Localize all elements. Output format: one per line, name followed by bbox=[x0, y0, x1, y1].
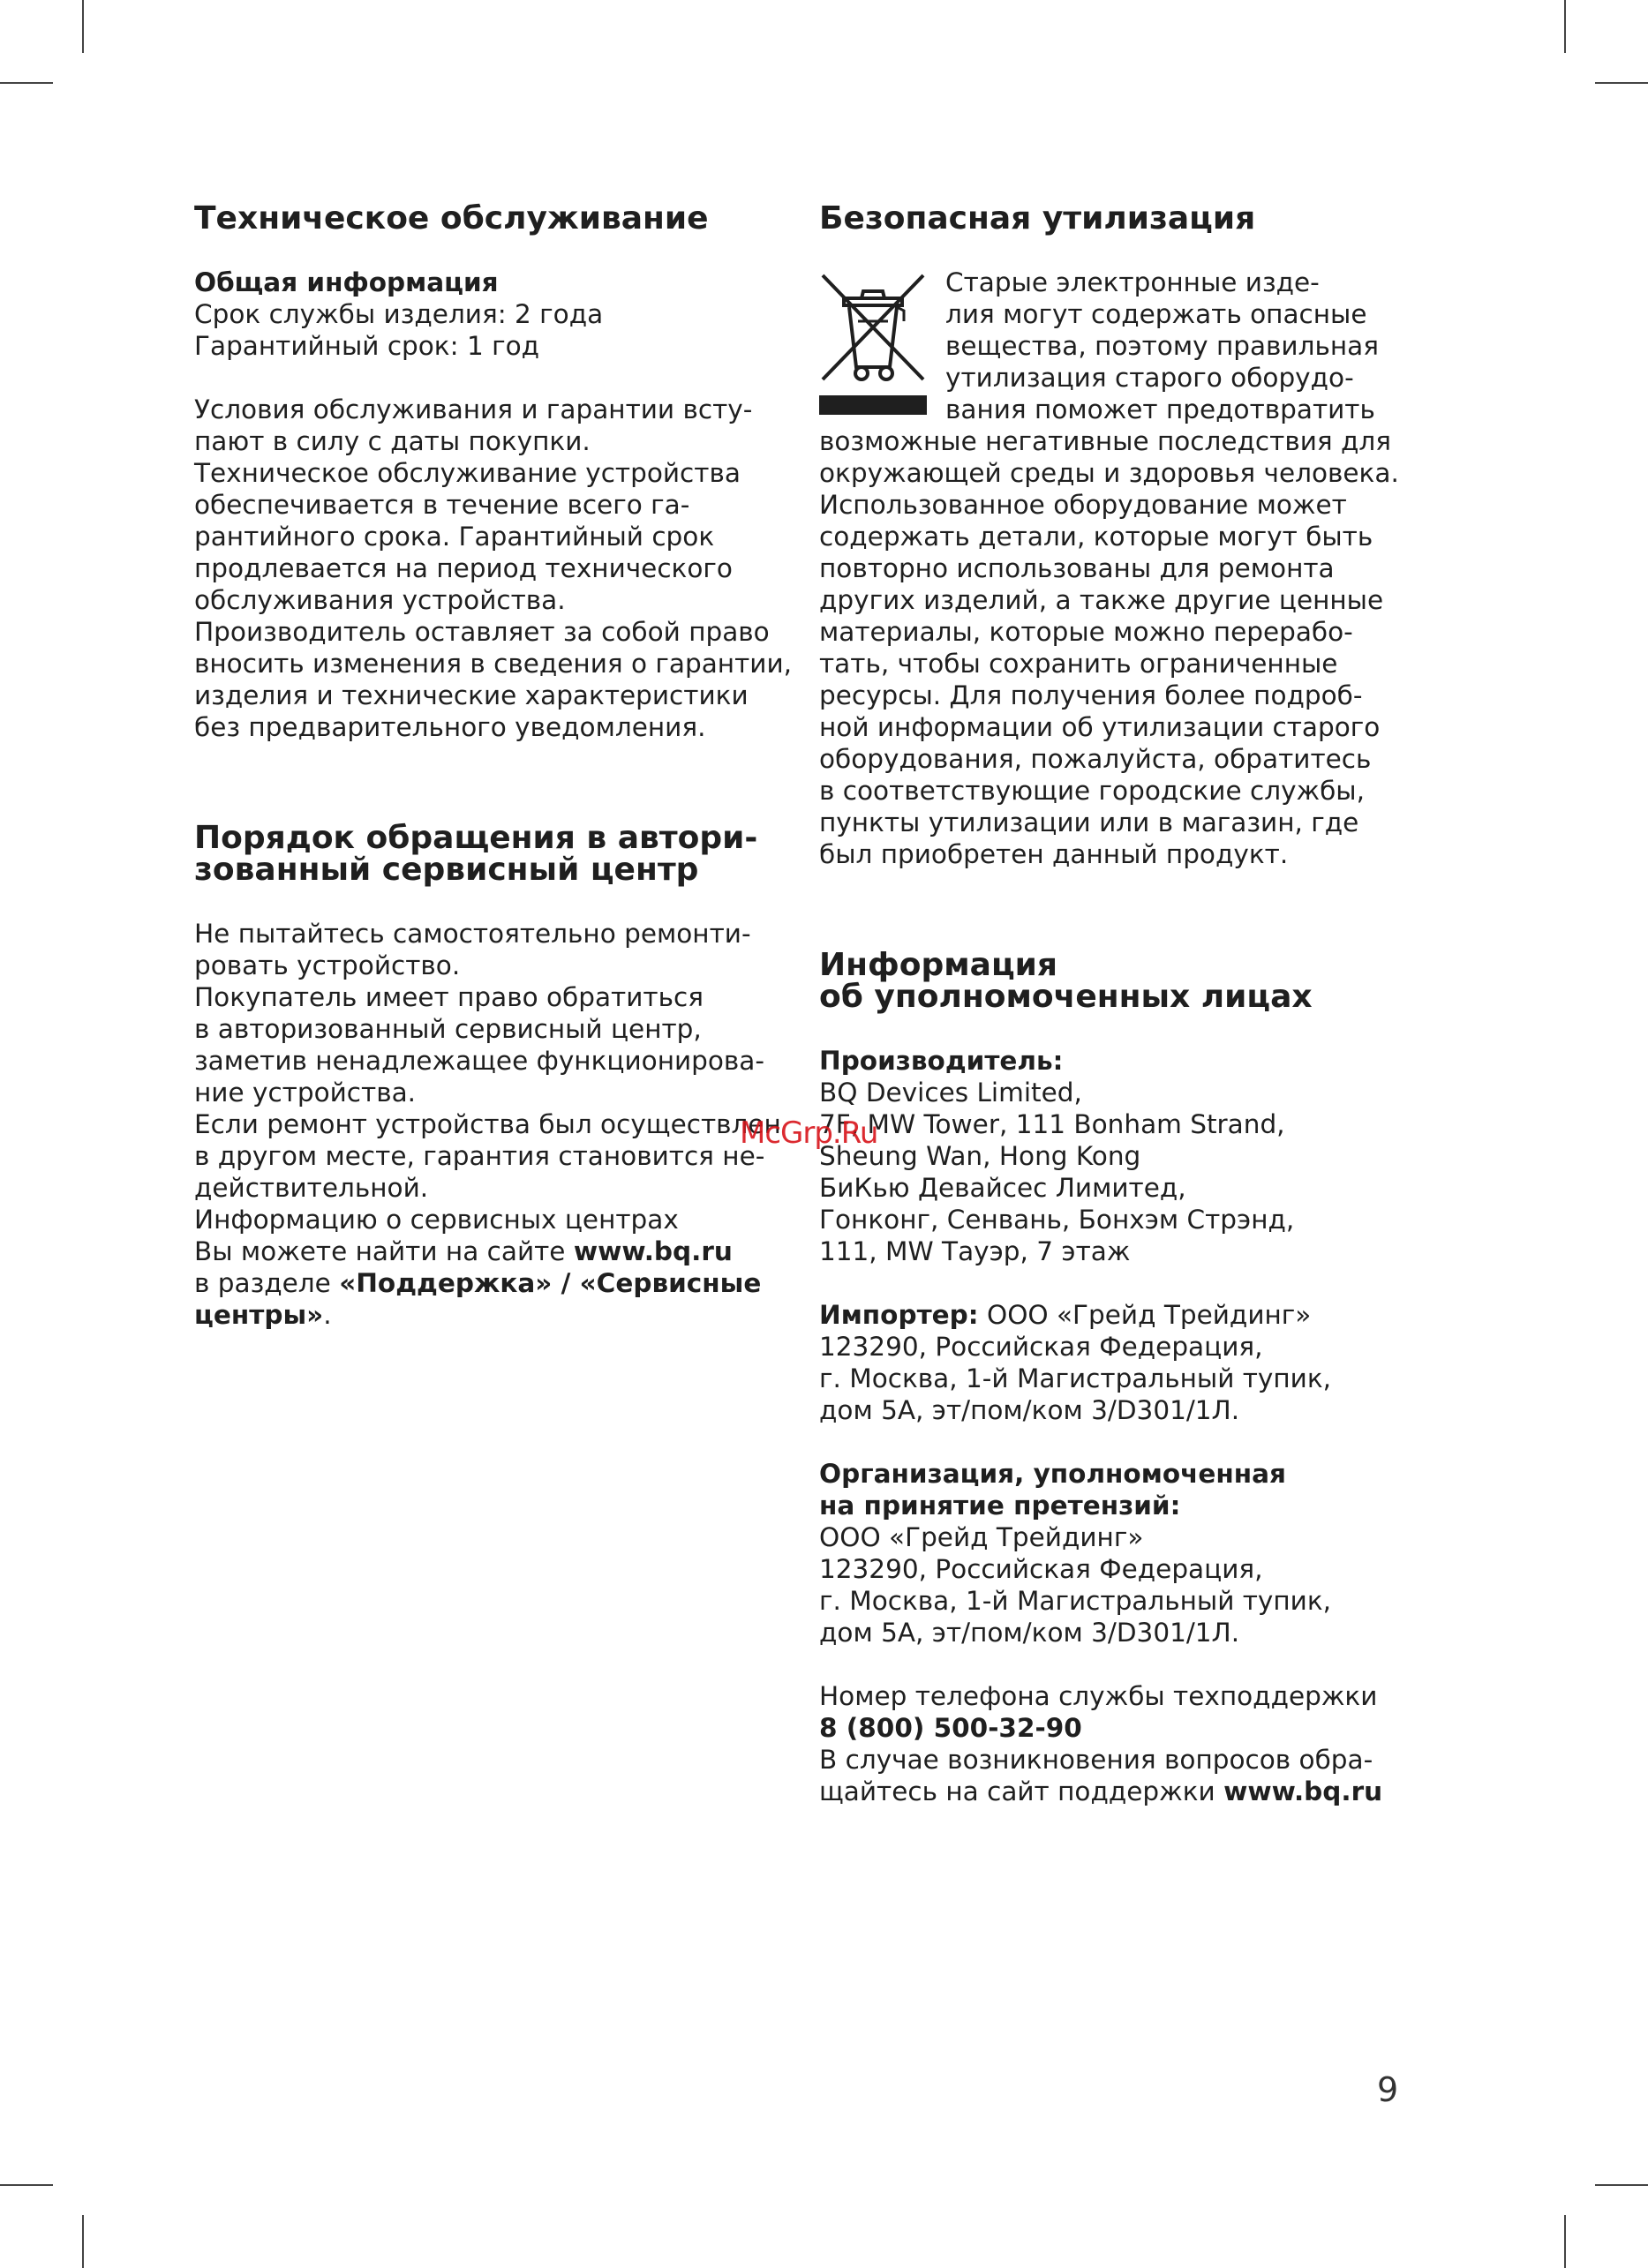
text-line: 123290, Российская Федерация, bbox=[819, 1554, 1263, 1584]
text-line: Информацию о сервисных центрах bbox=[194, 1205, 679, 1235]
manufacturer-address bbox=[819, 1077, 1437, 1267]
maintenance-title: Техническое обслуживание bbox=[194, 200, 709, 237]
text-line: ние устройства. bbox=[194, 1078, 417, 1108]
text-line: дом 5А, эт/пом/ком 3/D301/1Л. bbox=[819, 1618, 1240, 1648]
section-line bbox=[194, 1267, 803, 1299]
text-line: 111, MW Тауэр, 7 этаж bbox=[819, 1236, 1131, 1266]
text-line: дом 5А, эт/пом/ком 3/D301/1Л. bbox=[819, 1395, 1240, 1425]
crop-mark bbox=[0, 82, 53, 84]
crop-mark bbox=[1595, 2184, 1648, 2186]
text-line: вносить изменения в сведения о гарантии, bbox=[194, 649, 792, 679]
text-line: ресурсы. Для получения более подроб- bbox=[819, 680, 1363, 710]
org-label: на принятие претензий: bbox=[819, 1491, 1181, 1521]
text-line: Производитель оставляет за собой право bbox=[194, 617, 770, 647]
text-line: Sheung Wan, Hong Kong bbox=[819, 1141, 1141, 1171]
text-line: ровать устройство. bbox=[194, 950, 461, 980]
support-site-link[interactable]: www.bq.ru bbox=[1223, 1776, 1383, 1806]
text-line: ной информации об утилизации старого bbox=[819, 712, 1381, 742]
warranty-period: Гарантийный срок: 1 год bbox=[194, 331, 540, 361]
section-name: «Поддержка» / «Сервисные bbox=[339, 1268, 762, 1298]
text-line: утилизация старого оборудо- bbox=[945, 363, 1354, 393]
site-line bbox=[194, 1235, 803, 1267]
text-line: вания поможет предотвратить bbox=[945, 394, 1375, 424]
support-text: В случае возникновения вопросов обра- bbox=[819, 1745, 1373, 1775]
title-line: Информация bbox=[819, 947, 1057, 983]
text-line: Гонконг, Сенвань, Бонхэм Стрэнд, bbox=[819, 1205, 1295, 1235]
text-line: обслуживания устройства. bbox=[194, 585, 566, 615]
text-line: Использованное оборудование может bbox=[819, 490, 1347, 520]
title-line: об уполномоченных лицах bbox=[819, 979, 1313, 1015]
text-line: изделия и технические характеристики bbox=[194, 680, 749, 710]
service-life: Срок службы изделия: 2 года bbox=[194, 299, 604, 329]
support-label: Номер телефона службы техподдержки bbox=[819, 1681, 1378, 1711]
page-number: 9 bbox=[1377, 2070, 1399, 2109]
text-line: БиКью Девайсес Лимитед, bbox=[819, 1173, 1186, 1203]
text-line: продлевается на период технического bbox=[194, 553, 733, 583]
right-column bbox=[819, 200, 1437, 1807]
left-column bbox=[194, 200, 803, 1331]
text-line: 7F, MW Tower, 111 Bonham Strand, bbox=[819, 1109, 1285, 1139]
section-line-end bbox=[194, 1299, 803, 1331]
disposal-title: Безопасная утилизация bbox=[819, 200, 1256, 237]
text-line: возможные негативные последствия для bbox=[819, 426, 1392, 456]
section-name: центры» bbox=[194, 1300, 324, 1330]
text-line: г. Москва, 1-й Магистральный тупик, bbox=[819, 1586, 1332, 1616]
text-line: Если ремонт устройства был осуществлен bbox=[194, 1109, 781, 1139]
service-body bbox=[194, 918, 803, 1331]
importer-line bbox=[819, 1299, 1437, 1331]
text-line: окружающей среды и здоровья человека. bbox=[819, 458, 1399, 488]
text-line: без предварительного уведомления. bbox=[194, 712, 706, 742]
site-link[interactable]: www.bq.ru bbox=[573, 1236, 733, 1266]
crop-mark bbox=[82, 0, 84, 53]
text-line: в авторизованный сервисный центр, bbox=[194, 1014, 702, 1044]
title-line: зованный сервисный центр bbox=[194, 852, 699, 888]
org-address bbox=[819, 1521, 1437, 1648]
text-segment: щайтесь на сайт поддержки bbox=[819, 1776, 1224, 1806]
text-line: рантийного срока. Гарантийный срок bbox=[194, 522, 715, 552]
text-line: обеспечивается в течение всего га- bbox=[194, 490, 690, 520]
text-line: Покупатель имеет право обратиться bbox=[194, 982, 704, 1012]
manufacturer-label: Производитель: bbox=[819, 1046, 1064, 1076]
weee-crossed-bin-icon bbox=[819, 272, 927, 415]
text-line: Не пытайтесь самостоятельно ремонти- bbox=[194, 919, 751, 949]
maintenance-body bbox=[194, 394, 803, 743]
crop-mark bbox=[82, 2215, 84, 2268]
support-phone[interactable]: 8 (800) 500-32-90 bbox=[819, 1713, 1082, 1743]
importer-label: Импортер: bbox=[819, 1300, 979, 1330]
text-line: других изделий, а также другие ценные bbox=[819, 585, 1384, 615]
disposal-body bbox=[819, 425, 1437, 870]
text-line: Старые электронные изде- bbox=[945, 267, 1320, 297]
text-line: пункты утилизации или в магазин, где bbox=[819, 807, 1359, 837]
crop-mark bbox=[0, 2184, 53, 2186]
text-line: Условия обслуживания и гарантии всту- bbox=[194, 394, 753, 424]
text-line: был приобретен данный продукт. bbox=[819, 839, 1289, 869]
title-line: Порядок обращения в автори- bbox=[194, 820, 758, 856]
text-line: повторно использованы для ремонта bbox=[819, 553, 1335, 583]
text-segment: Вы можете найти на сайте bbox=[194, 1236, 574, 1266]
text-line: г. Москва, 1-й Магистральный тупик, bbox=[819, 1363, 1332, 1393]
text-line: BQ Devices Limited, bbox=[819, 1078, 1082, 1108]
text-line: материалы, которые можно перерабо- bbox=[819, 617, 1353, 647]
text-segment: . bbox=[323, 1300, 332, 1330]
text-line: в другом месте, гарантия становится не- bbox=[194, 1141, 765, 1171]
text-line: заметив ненадлежащее функционирова- bbox=[194, 1046, 765, 1076]
importer-name: ООО «Грейд Трейдинг» bbox=[978, 1300, 1312, 1330]
importer-address bbox=[819, 1331, 1437, 1426]
authorized-persons-title bbox=[819, 947, 1437, 1015]
org-label: Организация, уполномоченная bbox=[819, 1459, 1286, 1489]
text-line: пают в силу с даты покупки. bbox=[194, 426, 591, 456]
general-info-heading: Общая информация bbox=[194, 267, 499, 297]
text-line: оборудования, пожалуйста, обратитесь bbox=[819, 744, 1372, 774]
crop-mark bbox=[1595, 82, 1648, 84]
text-line: ООО «Грейд Трейдинг» bbox=[819, 1522, 1144, 1552]
text-line: лия могут содержать опасные bbox=[945, 299, 1367, 329]
watermark: McGrp.Ru bbox=[740, 1115, 878, 1151]
support-site-line bbox=[819, 1776, 1437, 1807]
service-center-title bbox=[194, 822, 803, 886]
text-line: Техническое обслуживание устройства bbox=[194, 458, 741, 488]
crop-mark bbox=[1564, 0, 1566, 53]
crop-mark bbox=[1564, 2215, 1566, 2268]
text-line: действительной. bbox=[194, 1173, 429, 1203]
text-line: вещества, поэтому правильная bbox=[945, 331, 1379, 361]
text-line: содержать детали, которые могут быть bbox=[819, 522, 1373, 552]
text-segment: в разделе bbox=[194, 1268, 340, 1298]
text-line: 123290, Российская Федерация, bbox=[819, 1332, 1263, 1362]
text-line: в соответствующие городские службы, bbox=[819, 776, 1365, 806]
text-line: тать, чтобы сохранить ограниченные bbox=[819, 649, 1338, 679]
